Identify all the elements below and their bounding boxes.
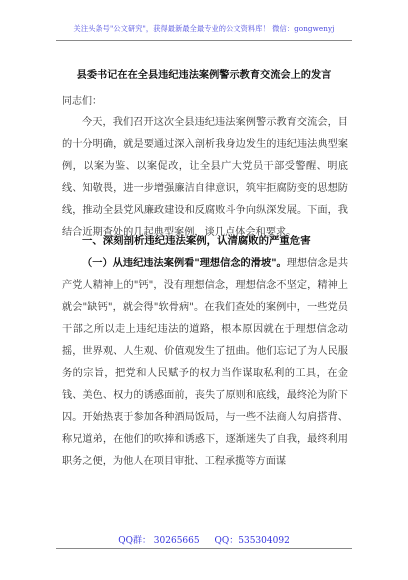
document-title: 县委书记在在全县违纪违法案例警示教育交流会上的发言 [76, 69, 332, 81]
footer-contact [0, 533, 408, 546]
paragraph-intro [62, 112, 348, 244]
salutation: 同志们： [62, 96, 102, 107]
paragraph-intro-text: 今天，我们召开这次全县违纪违法案例警示教育交流会，目的十分明确，就是要通过深入剖析我身边发生的违纪违法典型案例，以案为鉴、以案促改，让全县广大党员干部受警醒、明底线、知敬畏，进一步增强廉洁自律意识，筑牢拒腐防变的思想防线，推动全县党风廉政建设和反腐败斗争向纵深发展。下面，我结合近期查处的几起典型案例，谈几点体会和要求。 [62, 117, 348, 238]
section-heading-1: 一、深刻剖析违纪违法案例，认清腐败的严重危害 [82, 235, 311, 247]
paragraph-ideals [62, 252, 348, 473]
paragraph-ideals-text: 理想信念是共产党人精神上的"钙"，没有理想信念，理想信念不坚定，精神上就会"缺钙"，就会得"软骨病"。在我们查处的案例中，一些党员干部之所以走上违纪违法的道路，根本原因就在于理想信念动摇，世界观、人生观、价值观发生了扭曲。他们忘记了为人民服务的宗旨，把党和人民赋予的权力当作谋取私利的工具，在金钱、美色、权力的诱惑面前，丧失了原则和底线，最终沦为阶下囚。开始热衷于参加各种酒局饭局，与一些不法商人勾肩搭背、称兄道弟，在他们的吹捧和诱惑下，逐渐迷失了自我，最终利用职务之便，为他人在项目审批、工程承揽等方面谋 [62, 258, 349, 467]
header-banner: 关注头条号"公文研究"，获得最新最全最专业的公文资料库！ 微信：gongwenyj [73, 24, 335, 33]
footer-qq-group: QQ群： 30265665 [118, 536, 200, 546]
header-divider [56, 40, 352, 41]
subsection-heading-1: （一）从违纪违法案例看"理想信念的滑坡"。 [82, 257, 287, 269]
footer-divider [56, 548, 352, 549]
footer-qq-number: QQ：535304092 [214, 536, 290, 546]
